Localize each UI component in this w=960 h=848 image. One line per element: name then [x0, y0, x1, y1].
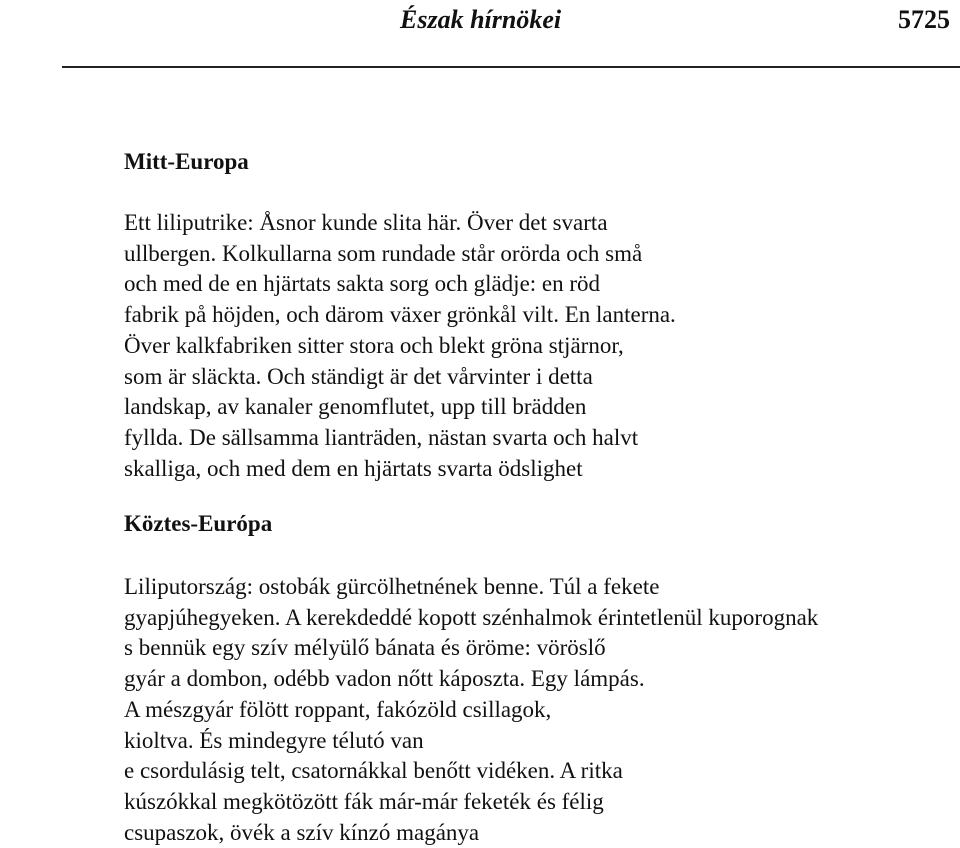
- page-header: [0, 0, 960, 60]
- poem-line: kúszókkal megkötözött fák már-már feketék és félig: [124, 788, 604, 814]
- poem-line: gyapjúhegyeken. A kerekdeddé kopott szénhalmok érintetlenül kuporognak: [124, 604, 819, 630]
- poem-line: ullbergen. Kolkullarna som rundade står orörda och små: [124, 240, 643, 266]
- poem-line: A mészgyár fölött roppant, fakózöld csillagok,: [124, 696, 552, 722]
- poem-line: Över kalkfabriken sitter stora och blekt gröna stjärnor,: [124, 332, 624, 358]
- section-title: Mitt-Europa: [124, 149, 249, 174]
- poem-line: Liliputország: ostobák gürcölhetnének benne. Túl a fekete: [124, 574, 660, 599]
- poem-line: fyllda. De sällsamma lianträden, nästan svarta och halvt: [124, 424, 639, 450]
- journal-title: Észak hírnökei: [400, 5, 562, 34]
- poem-section-swedish: [124, 148, 944, 484]
- page-number: 5725: [898, 5, 950, 34]
- header-divider: [62, 66, 960, 68]
- poem-line: som är släckta. Och ständigt är det vårvinter i detta: [124, 363, 593, 389]
- poem-line: fabrik på höjden, och därom växer grönkål vilt. En lanterna.: [124, 302, 676, 328]
- poem-line: e csordulásig telt, csatornákkal benőtt vidéken. A ritka: [124, 758, 623, 784]
- poem-line: gyár a dombon, odébb vadon nőtt káposzta. Egy lámpás.: [124, 666, 645, 692]
- poem-line: s bennük egy szív mélyülő bánata és öröme: vöröslő: [124, 635, 606, 661]
- poem-body: [124, 572, 944, 848]
- poem-section-hungarian: [124, 510, 944, 848]
- poem-line: och med de en hjärtats sakta sorg och glädje: en röd: [124, 271, 601, 297]
- poem-line: Ett liliputrike: Åsnor kunde slita här. Över det svarta: [124, 210, 608, 235]
- poem-line: kioltva. És mindegyre télutó van: [124, 727, 424, 753]
- poem-line: skalliga, och med dem en hjärtats svarta ödslighet: [124, 455, 583, 481]
- poem-line: csupaszok, övék a szív kínzó magánya: [124, 819, 480, 845]
- poem-line: landskap, av kanaler genomflutet, upp till brädden: [124, 394, 587, 420]
- poem-body: [124, 208, 944, 484]
- section-title: Köztes-Európa: [124, 511, 273, 536]
